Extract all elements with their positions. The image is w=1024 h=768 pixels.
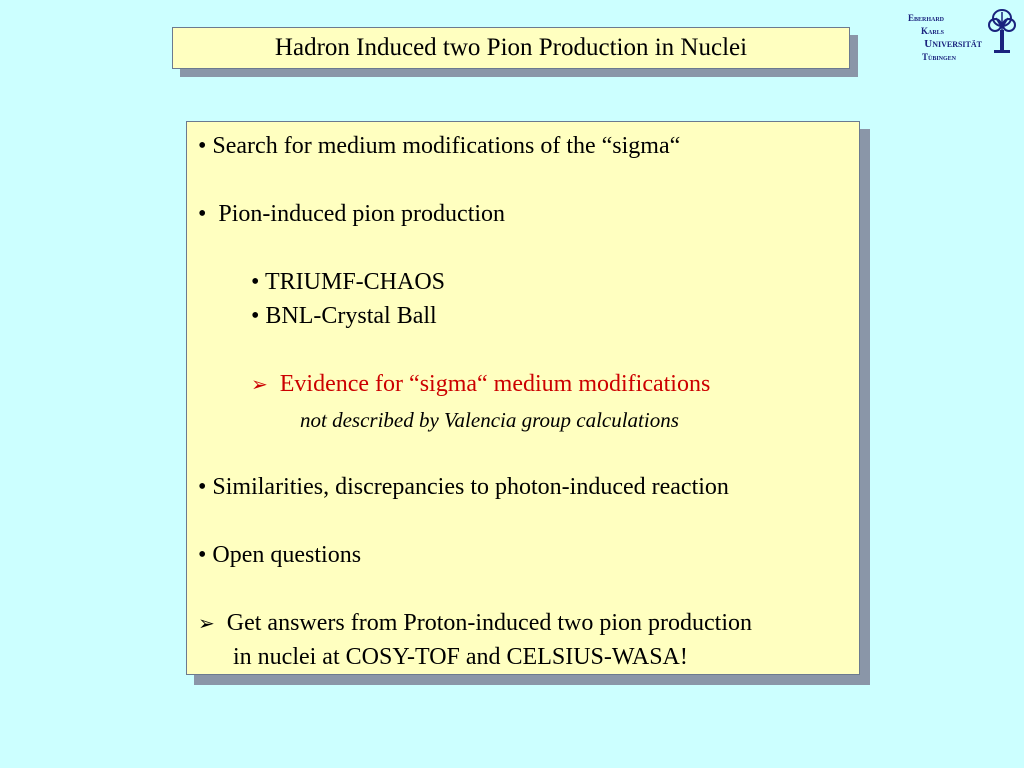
bullet-text: Similarities, discrepancies to photon-induced reaction <box>212 474 729 500</box>
arrow-bullet-icon: ➢ <box>198 613 215 635</box>
bullet-marker: • <box>251 303 260 329</box>
bullet-line-3 <box>198 473 729 501</box>
bullet-text: Open questions <box>212 542 362 568</box>
logo-text <box>884 12 982 64</box>
sub-bullet-line-2 <box>251 302 437 330</box>
bullet-text: Get answers from Proton-induced two pion production <box>226 610 752 636</box>
bullet-marker: • <box>251 269 260 295</box>
palm-tree-icon <box>986 8 1018 54</box>
bullet-text: TRIUMF-CHAOS <box>264 269 446 295</box>
slide-title-text: Hadron Induced two Pion Production in Nuclei <box>274 34 748 61</box>
slide-title <box>172 27 850 69</box>
logo-line-3: Tübingen <box>921 52 956 62</box>
university-logo <box>884 8 1018 62</box>
bullet-text: not described by Valencia group calculations <box>300 408 679 432</box>
bullet-text: Evidence for “sigma“ medium modifications <box>279 371 711 397</box>
sub-bullet-line-1 <box>251 268 445 296</box>
arrow-bullet-icon: ➢ <box>251 374 268 396</box>
content-box <box>186 121 860 675</box>
bullet-marker: • <box>198 201 207 227</box>
bullet-text: Search for medium modifications of the “sigma“ <box>212 133 681 159</box>
bullet-text: in nuclei at COSY-TOF and CELSIUS-WASA! <box>233 644 688 670</box>
bullet-marker: • <box>198 133 207 159</box>
bullet-line-1 <box>198 132 680 160</box>
bullet-marker: • <box>198 542 207 568</box>
bullet-line-4 <box>198 541 361 569</box>
bullet-text: Pion-induced pion production <box>218 201 506 227</box>
logo-line-2: Universität <box>924 38 982 50</box>
bullet-marker: • <box>198 474 207 500</box>
evidence-note-line <box>300 406 679 434</box>
bullet-line-2 <box>198 200 505 228</box>
conclusion-line-2 <box>233 643 688 671</box>
bullet-text: BNL-Crystal Ball <box>265 303 437 329</box>
evidence-line <box>251 370 710 399</box>
conclusion-line-1 <box>198 609 752 638</box>
logo-line-1: Eberhard Karls <box>907 13 944 36</box>
